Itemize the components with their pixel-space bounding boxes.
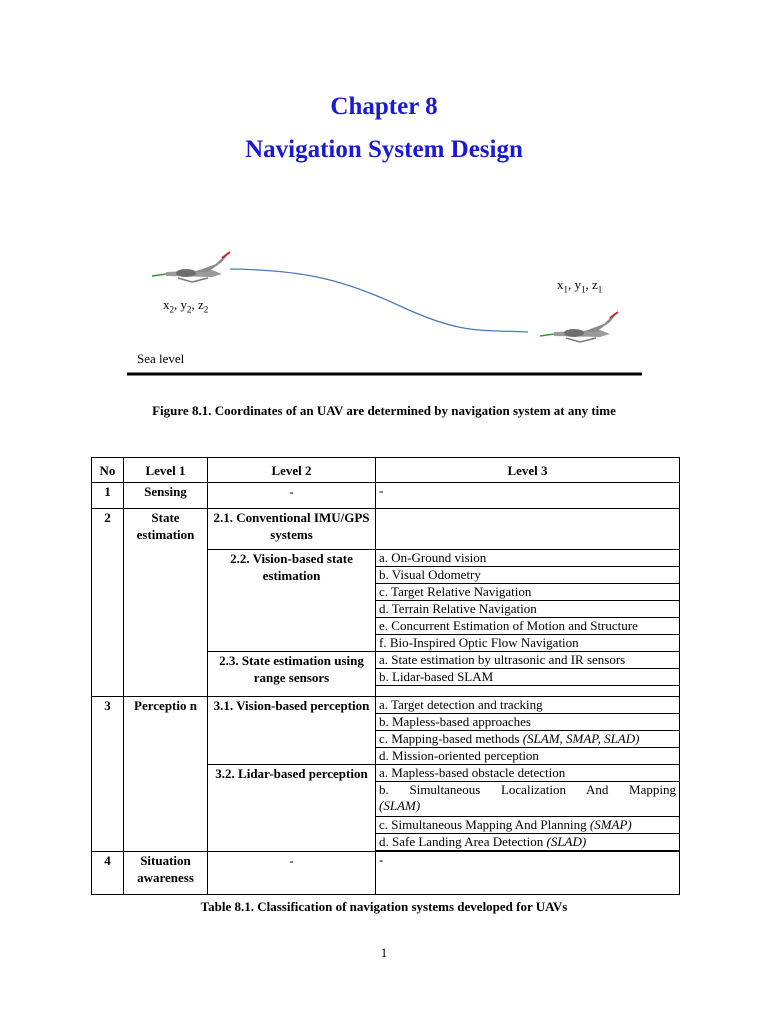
table-header-row	[92, 458, 680, 483]
header-level-1: Level 1	[124, 458, 208, 483]
page-number: 1	[380, 945, 388, 960]
level-3-item: c. Simultaneous Mapping And Planning (SMAP)	[376, 817, 680, 834]
uav-drone-icon	[152, 252, 230, 282]
start-coordinates-label: $x_2$, $y_2$, $z_2$	[163, 297, 209, 315]
table-row	[92, 509, 680, 550]
sea-level-label: Sea level	[137, 351, 185, 366]
header-no: No	[92, 458, 124, 483]
level-3-item: d. Mission-oriented perception	[376, 748, 680, 765]
level-2-cell: -	[208, 852, 376, 895]
level-3-item: b. Mapless-based approaches	[376, 714, 680, 731]
level-2-cell: 2.2. Vision-based state estimation	[208, 550, 376, 652]
level-1-cell: Situation awareness	[124, 852, 208, 895]
uav-drone-icon	[540, 312, 618, 342]
level-3-spacer	[376, 686, 680, 697]
flight-path	[230, 269, 528, 332]
level-3-item: c. Target Relative Navigation	[376, 584, 680, 601]
level-3-item: b. Simultaneous Localization And Mapping (SLAM)	[376, 782, 680, 817]
table-row	[92, 483, 680, 509]
chapter-title: Navigation System Design	[245, 136, 523, 163]
level-3-item: c. Mapping-based methods (SLAM, SMAP, SLAD)	[376, 731, 680, 748]
level-3-item: a. Mapless-based obstacle detection	[376, 765, 680, 782]
end-coordinates-label: $x_1$, $y_1$, $z_1$	[557, 277, 603, 295]
figure-uav-coordinates	[0, 240, 768, 390]
level-3-item: d. Safe Landing Area Detection (SLAD)	[376, 834, 680, 851]
table-row	[92, 852, 680, 895]
level-2-cell: 3.2. Lidar-based perception	[208, 765, 376, 852]
row-number: 1	[92, 483, 124, 509]
level-3-item: a. State estimation by ultrasonic and IR sensors	[376, 652, 680, 669]
table-caption: Table 8.1. Classification of navigation systems developed for UAVs	[200, 899, 568, 914]
table-row	[92, 697, 680, 714]
level-2-cell: 2.1. Conventional IMU/GPS systems	[208, 509, 376, 550]
level-3-item: f. Bio-Inspired Optic Flow Navigation	[376, 635, 680, 652]
figure-caption: Figure 8.1. Coordinates of an UAV are determined by navigation system at any time	[152, 403, 616, 418]
figure-illustration	[0, 240, 768, 390]
level-3-cell	[376, 509, 680, 550]
level-1-cell: Perceptio n	[124, 697, 208, 852]
level-3-item: a. Target detection and tracking	[376, 697, 680, 714]
level-3-item: d. Terrain Relative Navigation	[376, 601, 680, 618]
level-3-cell: -	[376, 852, 680, 895]
row-number: 4	[92, 852, 124, 895]
level-3-item: b. Lidar-based SLAM	[376, 669, 680, 686]
level-3-cell: -	[376, 483, 680, 509]
navigation-classification-table	[91, 457, 680, 895]
level-2-cell: 2.3. State estimation using range sensors	[208, 652, 376, 697]
level-2-cell: -	[208, 483, 376, 509]
header-level-2: Level 2	[208, 458, 376, 483]
level-3-item: e. Concurrent Estimation of Motion and Structure	[376, 618, 680, 635]
header-level-3: Level 3	[376, 458, 680, 483]
level-1-cell: State estimation	[124, 509, 208, 697]
row-number: 3	[92, 697, 124, 852]
level-3-item: a. On-Ground vision	[376, 550, 680, 567]
level-3-item: b. Visual Odometry	[376, 567, 680, 584]
level-1-cell: Sensing	[124, 483, 208, 509]
row-number: 2	[92, 509, 124, 697]
chapter-heading: Chapter 8	[330, 93, 438, 120]
level-2-cell: 3.1. Vision-based perception	[208, 697, 376, 765]
